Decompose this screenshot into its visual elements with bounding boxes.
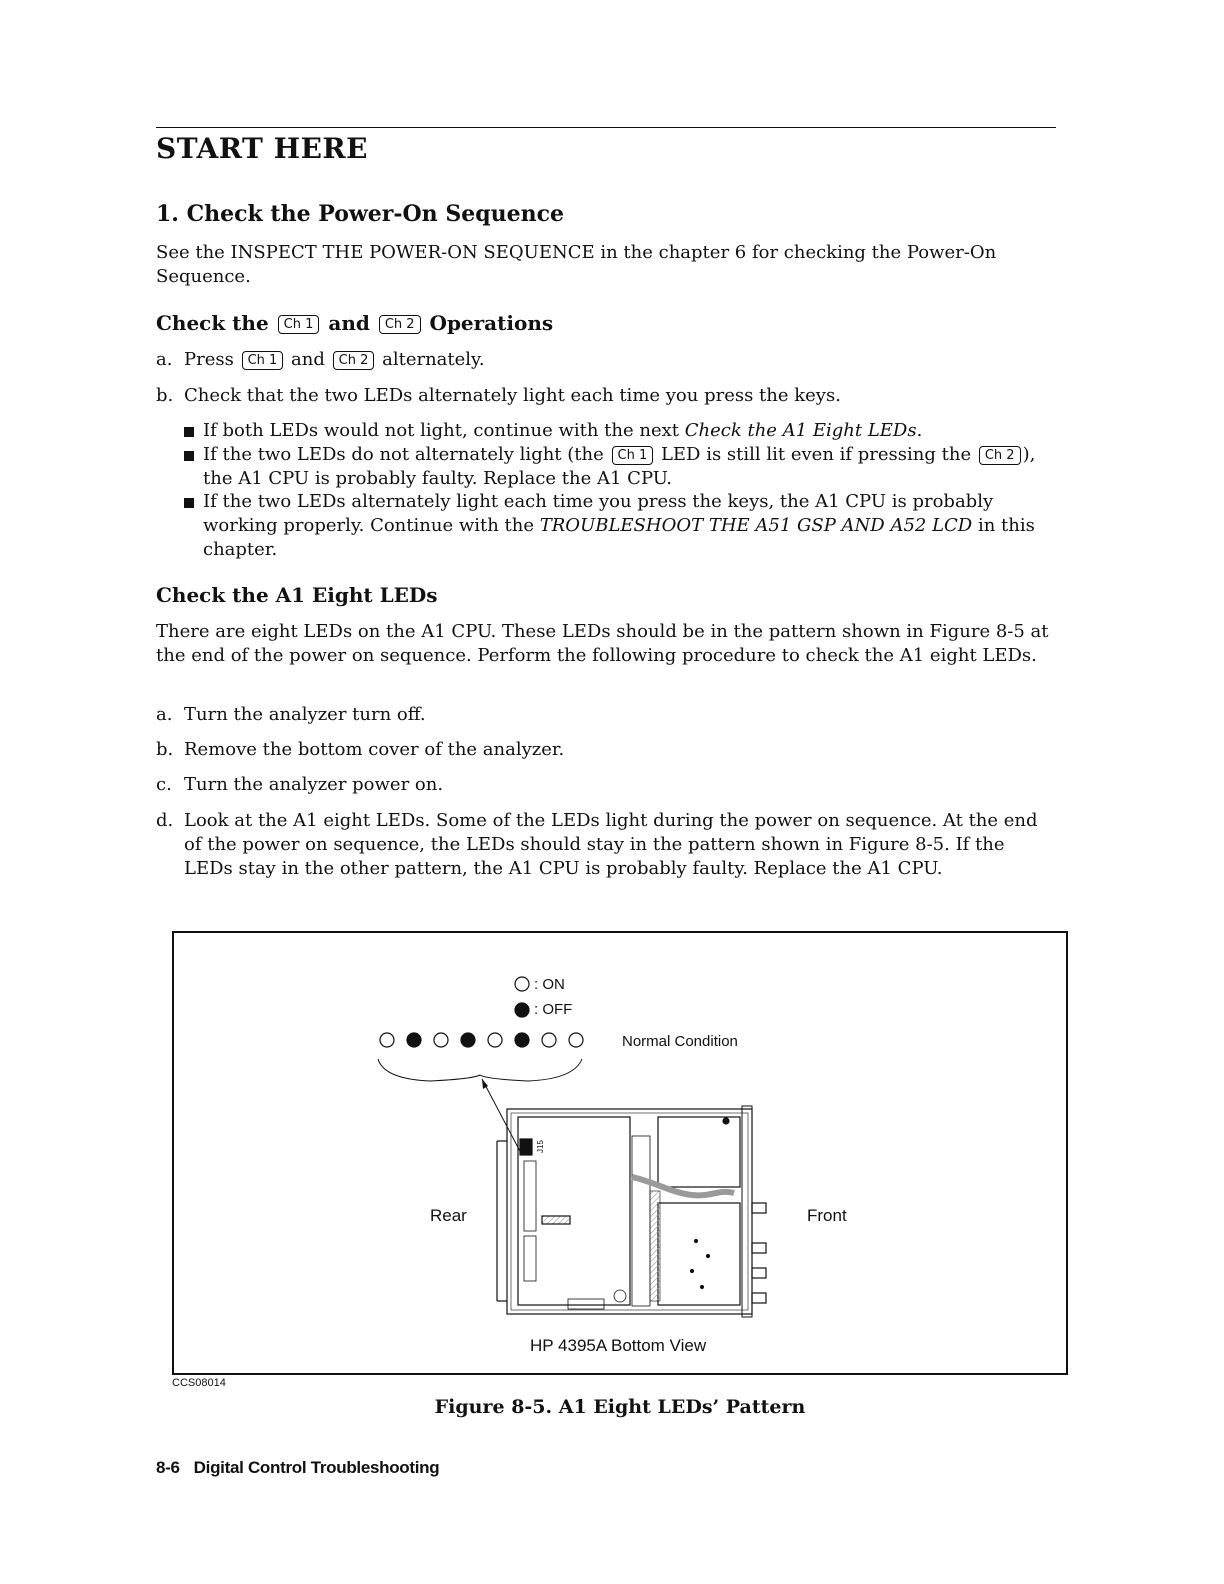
bullet3-pre: If the two LEDs alternately light each time you press the keys, the A1 CPU is probably working properly. Continue with the — [203, 491, 994, 536]
step-label: d. — [156, 810, 174, 831]
brace-icon — [378, 1059, 582, 1081]
led-step — [156, 809, 1056, 881]
led-step — [156, 703, 1056, 727]
bullet2-post: ), the A1 CPU is probably faulty. Replace the A1 CPU. — [203, 444, 1036, 489]
ch2-key: Ch 2 — [379, 315, 421, 334]
analyzer-bottom-view — [497, 1106, 766, 1317]
bullet-square-icon — [184, 498, 194, 508]
led-section-heading: Check the A1 Eight LEDs — [156, 583, 438, 607]
ch2-key: Ch 2 — [979, 446, 1021, 465]
front-connector — [752, 1293, 766, 1303]
bullet3-post: in this chapter. — [203, 515, 1035, 560]
figure-diagram — [172, 931, 1068, 1375]
step-label: a. — [156, 704, 173, 725]
heading-post: Operations — [429, 311, 554, 335]
mount-hole — [614, 1290, 626, 1302]
front-panel — [742, 1106, 752, 1317]
ch1-key: Ch 1 — [612, 446, 654, 465]
bullet-item — [184, 443, 1056, 491]
power-module — [658, 1117, 740, 1187]
led-6-off — [515, 1033, 529, 1047]
front-connector — [752, 1243, 766, 1253]
led-step — [156, 738, 1056, 762]
led-8-on — [569, 1033, 583, 1047]
section-heading: 1. Check the Power-On Sequence — [156, 201, 564, 227]
step-text — [184, 348, 1056, 372]
led-3-on — [434, 1033, 448, 1047]
step-a-post: alternately. — [382, 349, 485, 370]
bullet2-pre: If the two LEDs do not alternately light (the — [203, 444, 610, 465]
step-text: Look at the A1 eight LEDs. Some of the LEDs light during the power on sequence. At the end of the power on sequence, the LEDs should stay in the pattern shown in Figure 8-5. If the LEDs stay in the other pattern, the A1 CPU is probably faulty. Replace the A1 CPU. — [184, 810, 1038, 879]
led-7-on — [542, 1033, 556, 1047]
bullet-text — [203, 419, 1056, 443]
top-rule — [156, 127, 1056, 128]
shield-strip — [650, 1191, 660, 1301]
a1-led-block — [520, 1139, 532, 1155]
board-connector — [524, 1236, 536, 1281]
step-text: Turn the analyzer turn off. — [184, 704, 426, 725]
bullet2-mid: LED is still lit even if pressing the — [655, 444, 977, 465]
legend-on-led-icon — [515, 977, 529, 991]
ic-row — [542, 1216, 570, 1224]
led-2-off — [407, 1033, 421, 1047]
step-text: Check that the two LEDs alternately light each time you press the keys. — [184, 385, 841, 406]
arrow-head-icon — [482, 1079, 488, 1089]
card-slot — [632, 1136, 650, 1306]
screw-icon — [707, 1255, 710, 1258]
legend-on-label: : ON — [534, 976, 565, 993]
step-label: c. — [156, 774, 172, 795]
screw-icon — [691, 1270, 694, 1273]
screw-icon — [701, 1286, 704, 1289]
bullet-square-icon — [184, 451, 194, 461]
step-label: b. — [156, 385, 174, 406]
led-4-off — [461, 1033, 475, 1047]
heading-pre: Check the — [156, 311, 269, 335]
page-number: 8-6 — [156, 1458, 180, 1477]
step-text: Turn the analyzer power on. — [184, 774, 444, 795]
screw-icon — [723, 1118, 729, 1124]
led-row — [380, 1033, 583, 1047]
ch-operations-heading — [156, 311, 553, 335]
front-connector — [752, 1203, 766, 1213]
step-label: b. — [156, 739, 174, 760]
chapter-title: Digital Control Troubleshooting — [193, 1458, 440, 1477]
bullet1-post: . — [916, 420, 923, 441]
board-connector — [524, 1161, 536, 1231]
rf-module — [658, 1203, 740, 1305]
led-section-intro: There are eight LEDs on the A1 CPU. These LEDs should be in the pattern shown in Figure 8-5 at the end of the power on sequence. Perform the following procedure to check the A1 eight LEDs. — [156, 621, 1049, 666]
connector-label: J15 — [536, 1140, 545, 1153]
step-a-mid: and — [291, 349, 325, 370]
bullet-item — [184, 419, 1056, 443]
bullet-item — [184, 490, 1056, 562]
ch1-key: Ch 1 — [278, 315, 320, 334]
bullet-text — [203, 443, 1056, 491]
ribbon-cable — [632, 1177, 734, 1195]
screw-icon — [695, 1240, 698, 1243]
figure-caption: Figure 8-5. A1 Eight LEDs’ Pattern — [434, 1396, 806, 1418]
a1-cpu-board — [518, 1117, 630, 1305]
condition-label: Normal Condition — [622, 1033, 738, 1050]
bottom-connector — [568, 1299, 604, 1309]
step-a-pre: Press — [184, 349, 234, 370]
front-connector — [752, 1268, 766, 1278]
front-label: Front — [807, 1206, 847, 1225]
ch-step-a — [156, 348, 1056, 372]
pointer-line — [482, 1079, 522, 1155]
legend-off-label: : OFF — [534, 1001, 573, 1018]
rear-label: Rear — [430, 1206, 467, 1225]
page-footer — [156, 1458, 453, 1478]
ch-step-b — [156, 384, 1056, 408]
ch1-key: Ch 1 — [242, 351, 284, 370]
led-5-on — [488, 1033, 502, 1047]
page-title: START HERE — [156, 132, 369, 165]
led-1-on — [380, 1033, 394, 1047]
view-label: HP 4395A Bottom View — [530, 1336, 707, 1355]
bullet-square-icon — [184, 427, 194, 437]
step-label: a. — [156, 349, 173, 370]
bullet1-em: Check the A1 Eight LEDs — [684, 420, 917, 441]
step-text: Remove the bottom cover of the analyzer. — [184, 739, 565, 760]
bullet-text — [203, 490, 1056, 562]
section-intro: See the INSPECT THE POWER-ON SEQUENCE in the chapter 6 for checking the Power-On Sequence. — [156, 242, 997, 287]
legend-off-led-icon — [515, 1003, 529, 1017]
heading-mid: and — [328, 311, 370, 335]
bullet3-em: TROUBLESHOOT THE A51 GSP AND A52 LCD — [539, 515, 973, 536]
ch2-key: Ch 2 — [333, 351, 375, 370]
figure-id: CCS08014 — [172, 1377, 226, 1389]
led-step — [156, 773, 1056, 797]
bullet1-pre: If both LEDs would not light, continue with the next — [203, 420, 685, 441]
